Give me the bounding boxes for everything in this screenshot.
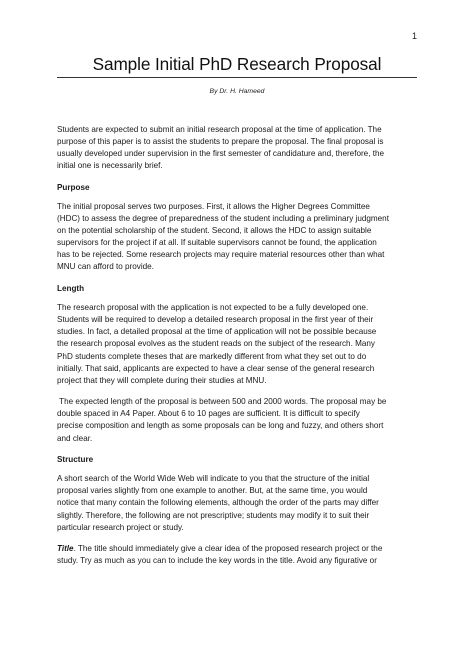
purpose-paragraph <box>57 201 419 274</box>
text-line: study. Try as much as you can to include the key words in the title. Avoid any figurative or <box>57 556 377 566</box>
text-line: The initial proposal serves two purposes. First, it allows the Higher Degrees Committee <box>57 201 370 211</box>
text-line: usually developed under supervision in the first semester of candidature and, therefore, the <box>57 149 384 159</box>
text-line: on the potential scholarship of the student. Second, it allows the HDC to assign suitable <box>57 226 372 236</box>
section-heading-purpose: Purpose <box>57 182 90 192</box>
length-paragraph-2 <box>57 396 419 444</box>
text-line: MNU can afford to provide. <box>57 262 154 272</box>
text-line: A short search of the World Wide Web will indicate to you that the structure of the initial <box>57 474 370 484</box>
text-line: project that they will complete during their studies at MNU. <box>57 375 267 385</box>
page-title: Sample Initial PhD Research Proposal <box>92 54 382 74</box>
title-element-text: . The title should immediately give a clear idea of the proposed research project or the <box>73 544 383 554</box>
text-line: The research proposal with the application is not expected to be a fully developed one. <box>57 303 369 313</box>
text-line: proposal varies slightly from one example to another. But, at the same time, you would <box>57 486 368 496</box>
text-line: slightly. Therefore, the following are not prescriptive; students may modify it to suit their <box>57 510 370 520</box>
text-line: particular research project or study. <box>57 522 184 532</box>
text-line: supervisors for the project if at all. If suitable supervisors cannot be found, the application <box>57 238 377 248</box>
section-heading-length: Length <box>57 284 85 294</box>
text-line: the research proposal evolves as the student reads on the subject of the research. Many <box>57 339 375 349</box>
text-line: studies. In fact, a detailed proposal at the time of application will not be possible because <box>57 327 377 337</box>
title-block <box>57 54 417 78</box>
text-line: (HDC) to assess the degree of preparedness of the student including a preliminary judgment <box>57 214 389 224</box>
length-paragraph-1 <box>57 302 419 387</box>
text-line: Students are expected to submit an initial research proposal at the time of application. The <box>57 125 382 134</box>
text-line: PhD students complete theses that are markedly different from what they set out to do <box>57 351 367 361</box>
text-line: Students will be required to develop a detailed research proposal in the first year of their <box>57 315 374 325</box>
text-line: initially. That said, applicants are expected to have a clear sense of the general research <box>57 363 375 373</box>
section-heading-structure: Structure <box>57 455 94 465</box>
text-line: notice that many contain the following elements, although the order of the parts may differ <box>57 498 379 508</box>
page-number: 1 <box>411 31 417 41</box>
text-line: purpose of this paper is to assist the students to prepare the proposal. The final proposal is <box>57 137 384 147</box>
text-line: and clear. <box>57 433 93 443</box>
text-line: has to be rejected. Some research projects may require material resources other than what <box>57 250 385 260</box>
title-element-paragraph <box>57 543 419 567</box>
text-line: precise composition and length as some proposals can be long and fuzzy, and others short <box>57 421 384 431</box>
title-element-label: Title <box>57 544 74 554</box>
text-line: The expected length of the proposal is between 500 and 2000 words. The proposal may be <box>57 397 387 407</box>
author-byline: By Dr. H. Hameed <box>209 88 265 95</box>
document-body <box>57 124 419 567</box>
intro-paragraph <box>57 124 419 172</box>
structure-paragraph <box>57 473 419 533</box>
text-line: double spaced in A4 Paper. About 6 to 10 pages are sufficient. It is difficult to specify <box>57 409 360 419</box>
text-line: initial one is necessarily brief. <box>57 161 163 171</box>
text-line <box>57 543 419 555</box>
